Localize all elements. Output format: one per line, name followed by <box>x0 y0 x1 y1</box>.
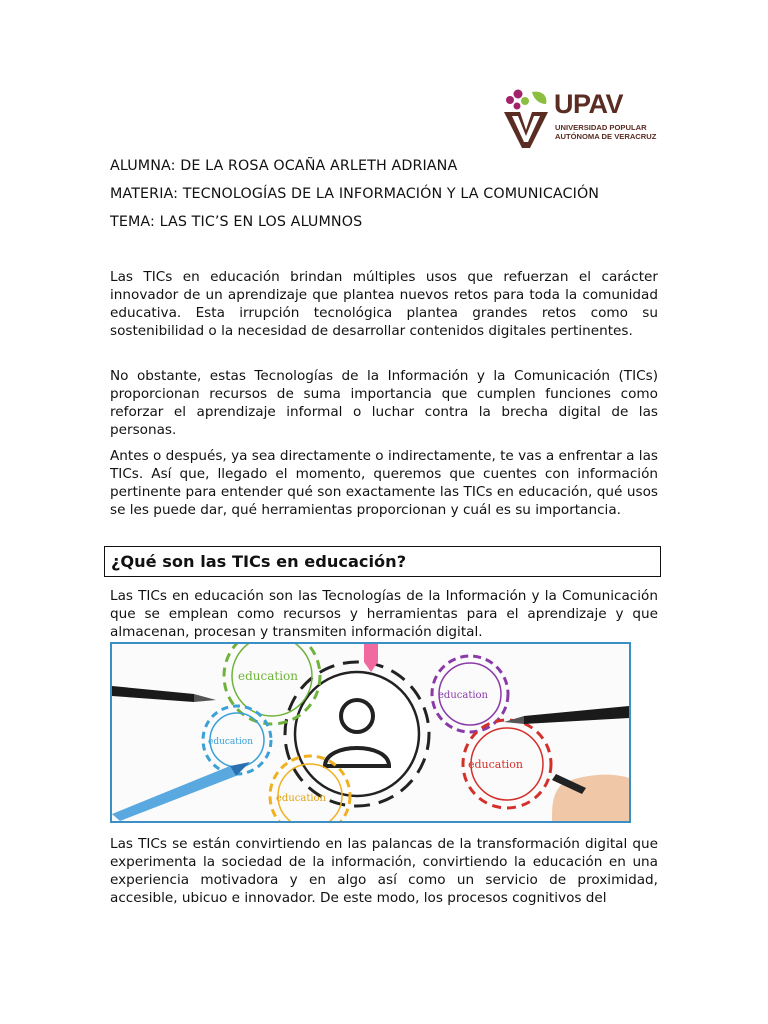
upav-emblem-icon <box>498 86 554 152</box>
logo-subtitle-line2: AUTÓNOMA DE VERACRUZ <box>555 132 657 141</box>
black-marker-right-icon <box>504 706 629 724</box>
gears-illustration <box>112 644 629 821</box>
red-gear-icon <box>463 720 551 808</box>
logo-subtitle-line1: UNIVERSIDAD POPULAR <box>555 123 647 132</box>
gear-label-purple: education <box>438 690 488 701</box>
gear-label-blue: education <box>208 737 253 747</box>
subject-name: MATERIA: TECNOLOGÍAS DE LA INFORMACIÓN Y LA COMUNICACIÓN <box>110 186 600 202</box>
paragraph-4: Las TICs en educación son las Tecnologías de la Información y la Comunicación que se emplean como recursos y herramientas para el aprendizaje y que almacenan, procesan y transmiten información digital. <box>110 588 658 640</box>
hand-with-marker-icon <box>552 774 629 821</box>
education-gears-image <box>110 642 631 823</box>
topic-name: TEMA: LAS TIC’S EN LOS ALUMNOS <box>110 214 363 230</box>
logo-subtitle <box>555 123 656 141</box>
gear-label-green: education <box>238 669 298 683</box>
gear-label-yellow: education <box>276 793 326 804</box>
section-heading-box <box>104 546 661 577</box>
blue-gear-icon <box>203 706 271 774</box>
upav-logo <box>498 86 663 152</box>
paragraph-5: Las TICs se están convirtiendo en las palancas de la transformación digital que experimenta la sociedad de la información, convirtiendo la educación en una experiencia motivadora y en algo así como un servicio de proximidad, accesible, ubicuo e innovador. De este modo, los procesos cognitivos del <box>110 836 658 906</box>
section-heading: ¿Qué son las TICs en educación? <box>111 552 407 571</box>
paragraph-1: Las TICs en educación brindan múltiples usos que refuerzan el carácter innovador de un aprendizaje que plantea nuevos retos para toda la comunidad educativa. Esta irrupción tecnológica plantea grandes retos como su sostenibilidad o la necesidad de desarrollar contenidos digitales pertinentes. <box>110 269 658 339</box>
blue-marker-icon <box>112 762 250 821</box>
paragraph-2: No obstante, estas Tecnologías de la Información y la Comunicación (TICs) proporcionan recursos de suma importancia que cumplen funciones como reforzar el aprendizaje informal o luchar contra la brecha digital de las personas. <box>110 368 658 438</box>
black-marker-left-icon <box>112 686 216 702</box>
student-name: ALUMNA: DE LA ROSA OCAÑA ARLETH ADRIANA <box>110 158 458 174</box>
pink-marker-icon <box>364 644 378 672</box>
gear-label-red: education <box>468 758 523 771</box>
logo-wordmark: UPAV <box>554 89 624 119</box>
paragraph-3: Antes o después, ya sea directamente o indirectamente, te vas a enfrentar a las TICs. Así que, llegado el momento, queremos que cuentes con información pertinente para entender qué son exactamente las TICs en educación, qué usos se les puede dar, qué herramientas proporcionan y cuál es su importancia. <box>110 448 658 518</box>
central-gear-icon <box>285 662 429 806</box>
